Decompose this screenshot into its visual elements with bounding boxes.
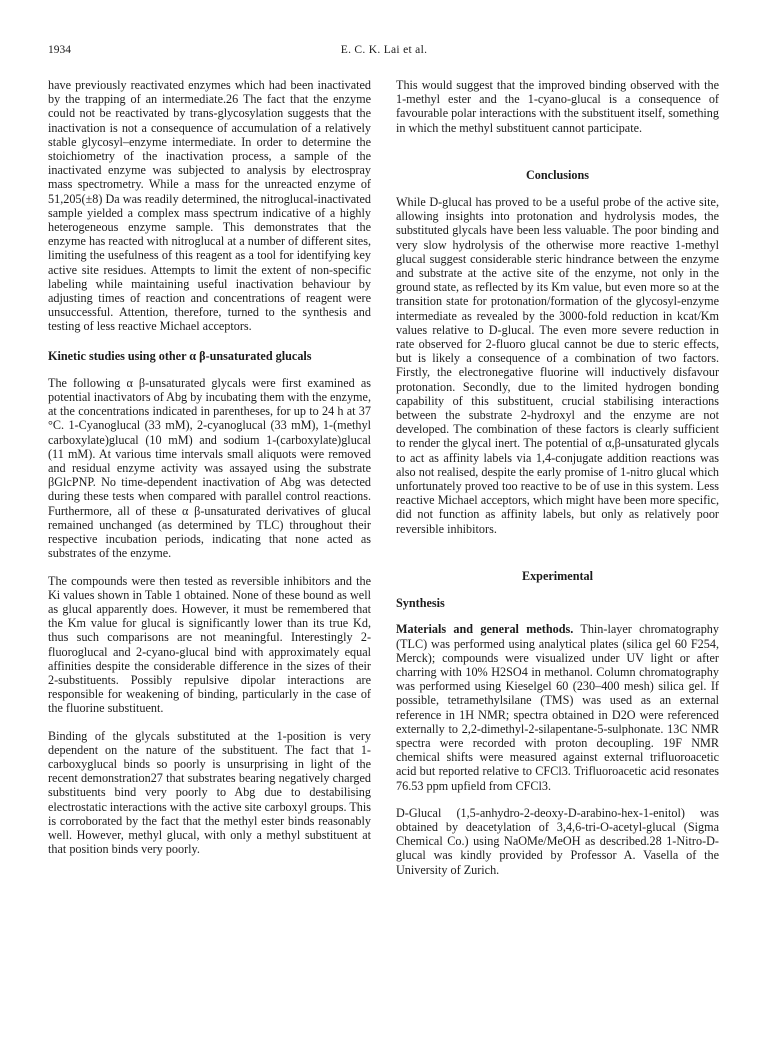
page-number: 1934 <box>48 44 71 56</box>
section-heading-experimental: Experimental <box>521 568 594 583</box>
body-paragraph: The compounds were then tested as reversible inhibitors and the Ki values shown in Table 1 obtained. None of these bound as well as glucal apparently does. However, it must be remembered that the Km value for glucal is significantly lower than its true Kd, thus such comparisons are not meaningful. Interestingly 2-fluoroglucal and 2-cyano-glucal bind with approximately equal affinities despite the considerable difference in the sizes of their 2-substituents. Possibly repulsive dipolar interactions are responsible for weakening of binding, particularly in the case of the fluorine substituent. <box>48 573 371 716</box>
body-paragraph: D-Glucal (1,5-anhydro-2-deoxy-D-arabino-hex-1-enitol) was obtained by deacetylation of 3,4,6-tri-O-acetyl-glucal (Sigma Chemical Co.) using NaOMe/MeOH as described.28 1-Nitro-D-glucal was kindly provided by Professor A. Vasella of the University of Zurich. <box>396 805 719 877</box>
runin-heading-materials: Materials and general methods. <box>396 622 574 637</box>
subsection-heading-synthesis: Synthesis <box>396 596 445 611</box>
body-paragraph: This would suggest that the improved binding observed with the 1-methyl ester and the 1-cyano-glucal is a consequence of favourable polar interactions with the substituent itself, something in which the methyl substituent cannot participate. <box>396 78 719 135</box>
body-paragraph: The following α β-unsaturated glycals were first examined as potential inactivators of Abg by incubating them with the enzyme, at the concentrations indicated in parentheses, for up to 24 h at 37 °C. 1-Cyanoglucal (33 mM), 2-cyanoglucal (33 mM), 1-(methyl carboxylate)glucal (10 mM) and sodium 1-(carboxylate)glucal (11 mM). At various time intervals small aliquots were removed and residual enzyme activity was assayed using the substrate βGlcPNP. No time-dependent inactivation of Abg was detected during these tests when compared with parallel control reactions. Furthermore, all of these α β-unsaturated derivatives of glucal remained unchanged (as determined by TLC) throughout their respective incubation periods, indicating that none acted as substrates of the enzyme. <box>48 375 371 561</box>
body-paragraph-materials <box>396 622 719 792</box>
materials-text: Thin-layer chromatography (TLC) was performed using analytical plates (silica gel 60 F254, Merck); compounds were visualized under UV light or after charring with 10% H2SO4 in methanol. Column chromatography was performed using Kieselgel 60 (230–400 mesh) silica gel. If possible, tetramethylsilane (TMS) was used as an external reference in 1H NMR; spectra obtained in D2O were referenced externally to 2,2-dimethyl-2-silapentane-5-sulphonate. 13C NMR spectra were recorded with proton decoupling. 19F NMR chemical shifts were measured against external trifluoroacetic acid but reported relative to CFCl3. Trifluoroacetic acid resonates 76.53 ppm upfield from CFCl3. <box>396 622 719 793</box>
body-paragraph: have previously reactivated enzymes which had been inactivated by the trapping of an intermediate.26 The fact that the enzyme could not be reactivated by trans-glycosylation suggests that the inactivation is not a consequence of accumulation of a relatively stable glycosyl–enzyme intermediate. In order to determine the stoichiometry of the inactivation process, a sample of the inactivated enzyme was subjected to analysis by electrospray mass spectrometry. While a mass for the unreacted enzyme of 51,205(±8) Da was readily determined, the nitroglucal-inactivated sample yielded a complex mass spectrum indicative of a highly heterogeneous enzyme sample. This demonstrates that the enzyme has reacted with nitroglucal at a number of different sites, limiting the usefulness of this reagent as a tool for identifying key active site residues. Attempts to limit the extent of non-specific labeling while maintaining useful inactivation behaviour by adjusting times of reaction and concentrations of reagent were unsuccessful. Attention, therefore, turned to the synthesis and testing of less reactive Michael acceptors. <box>48 78 371 334</box>
spacer <box>396 135 719 153</box>
body-paragraph: While D-glucal has proved to be a useful probe of the active site, allowing insights into protonation and hydrolysis modes, the substituted glycals have been less valuable. The poor binding and very slow hydrolysis of the otherwise more reactive 1-methyl glucal suggest considerable steric hindrance between the enzyme and substrate at the active site of the enzyme, not only in the ground state, as reflected by its Km value, but even more so at the transition state for protonation/formation of the glycosyl-enzyme intermediate as revealed by the 3000-fold reduction in kcat/Km values relative to D-glucal. The even more severe reduction in rate observed for 2-fluoro glucal cannot be due to steric effects, but is likely a consequence of a combination of two factors. Firstly, the electronegative fluorine will inductively disfavour protonation. Secondly, due to the limited hydrogen bonding capability of this substituent, crucial stabilising interactions between the substrate 2-hydroxyl and the enzyme are not developed. The combination of these factors is clearly sufficient to render the glycal inert. The potential of α,β-unsaturated glycals to act as affinity labels via 1,4-conjugate addition reactions was also not realised, despite the early promise of 1-nitro glucal which unfortunately proved too reactive to be of use in this system. Less reactive Michael acceptors, which might have been more specific, did not function as affinity labels, but only as relatively poor reversible inhibitors. <box>396 195 719 536</box>
section-heading-kinetic-studies: Kinetic studies using other α β-unsaturated glucals <box>48 348 312 363</box>
body-paragraph: Binding of the glycals substituted at the 1-position is very dependent on the nature of the substituent. The fact that 1-carboxyglucal binds so poorly is unsurprising in light of the recent demonstration27 that substrates bearing negatively charged substituents bind very poorly to Abg due to destabilising electrostatic interactions with the active site carboxyl groups. This is corroborated by the fact that the methyl ester binds reasonably well. However, methyl glucal, with only a methyl substituent at that position binds very poorly. <box>48 728 371 857</box>
right-column <box>396 78 719 877</box>
running-head: E. C. K. Lai et al. <box>340 44 428 56</box>
left-column <box>48 78 371 856</box>
spacer <box>396 536 719 554</box>
section-heading-conclusions: Conclusions <box>526 167 589 182</box>
page-header <box>48 44 720 60</box>
